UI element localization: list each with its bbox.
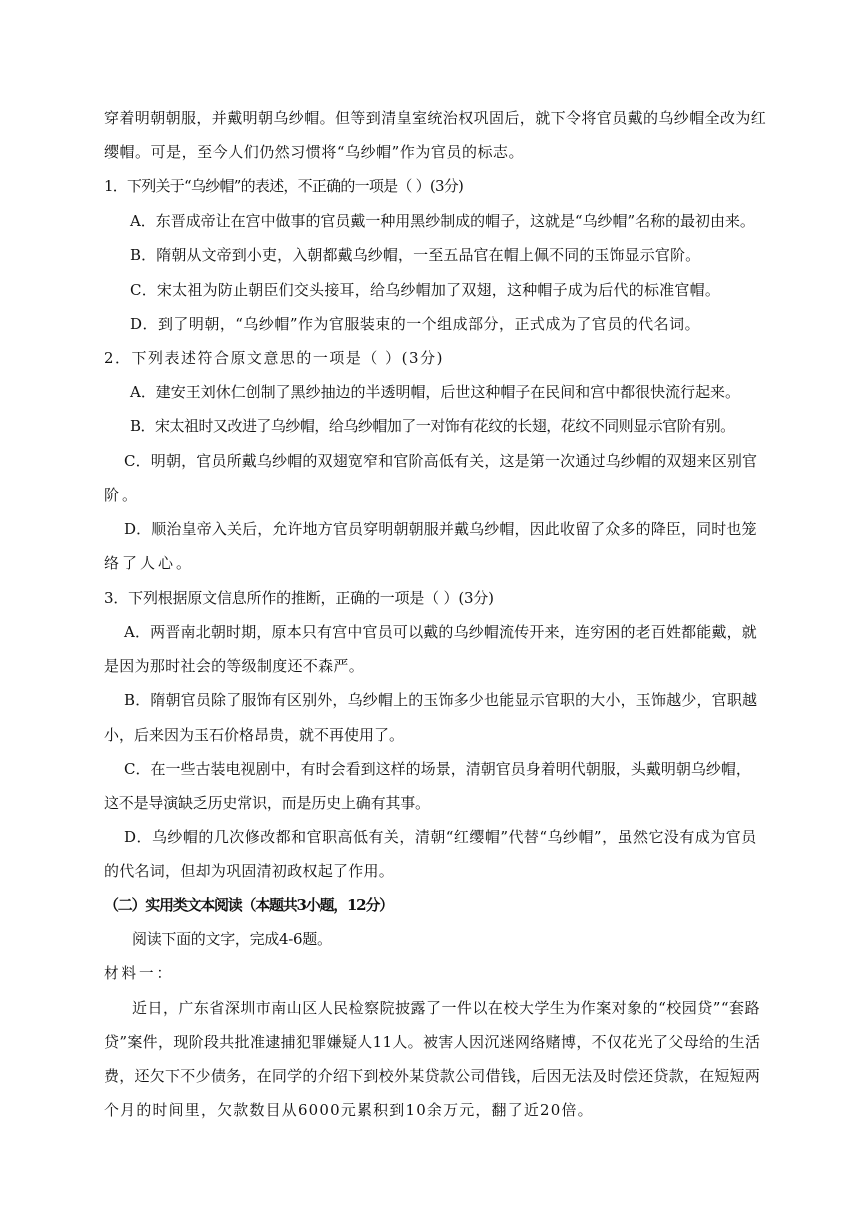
question-2: 2．下列表述符合原文意思的一项是（ ）(3分) [104,349,444,367]
q2-option-d-cont: 络了人心。 [104,554,195,572]
q1-option-d: D．到了明朝，“乌纱帽”作为官服装束的一个组成部分，正式成为了官员的代名词。 [130,315,701,333]
question-1: 1．下列关于“乌纱帽”的表述，不正确的一项是（ ）(3分) [104,177,464,195]
paragraph-line: 个月的时间里，欠款数目从6000元累积到10余万元，翻了近20倍。 [104,1101,594,1119]
q2-option-c: C．明朝，官员所戴乌纱帽的双翅宽窄和官阶高低有关，这是第一次通过乌纱帽的双翅来区别官 [124,452,758,470]
q2-option-a: A．建安王刘休仁创制了黑纱抽边的半透明帽，后世这种帽子在民间和宫中都很快流行起来。 [130,383,741,401]
q2-option-b: B．宋太祖时又改进了乌纱帽，给乌纱帽加了一对饰有花纹的长翅，花纹不同则显示官阶有别。 [130,417,735,435]
paragraph-line: 费，还欠下不少债务，在同学的介绍下到校外某贷款公司借钱，后因无法及时偿还贷款，在短短两 [104,1067,761,1085]
q3-option-a-cont: 是因为那时社会的等级制度还不森严。 [104,657,365,675]
q3-option-b-cont: 小，后来因为玉石价格昂贵，就不再使用了。 [104,726,405,744]
paragraph-line: 贷”案件，现阶段共批准逮捕犯罪嫌疑人11人。被害人因沉迷网络赌博，不仅花光了父母给的生活 [104,1033,761,1051]
section-heading: （二）实用类文本阅读（本题共3小题，12分） [104,896,393,914]
paragraph-line: 近日，广东省深圳市南山区人民检察院披露了一件以在校大学生为作案对象的“校园贷”“套路 [132,999,760,1017]
paragraph-line: 缨帽。可是，至今人们仍然习惯将“乌纱帽”作为官员的标志。 [104,143,525,161]
q3-option-d: D．乌纱帽的几次修改都和官职高低有关，清朝“红缨帽”代替“乌纱帽”，虽然它没有成为官员 [124,828,757,846]
paragraph-line: 穿着明朝朝服，并戴明朝乌纱帽。但等到清皇室统治权巩固后，就下令将官员戴的乌纱帽全改为红 [104,109,767,127]
question-3: 3．下列根据原文信息所作的推断，正确的一项是（ ）(3分) [104,589,494,607]
q1-option-b: B．隋朝从文帝到小吏，入朝都戴乌纱帽，一至五品官在帽上佩不同的玉饰显示官阶。 [130,246,701,264]
q2-option-d: D．顺治皇帝入关后，允许地方官员穿明朝朝服并戴乌纱帽，因此收留了众多的降臣，同时也笼 [124,520,757,538]
q3-option-a: A．两晋南北朝时期，原本只有宫中官员可以戴的乌纱帽流传开来，连穷困的老百姓都能戴，就 [124,623,757,641]
q3-option-d-cont: 的代名词，但却为巩固清初政权起了作用。 [104,862,395,880]
q3-option-b: B．隋朝官员除了服饰有区别外，乌纱帽上的玉饰多少也能显示官职的大小，玉饰越少，官职越 [124,691,758,709]
q3-option-c-cont: 这不是导演缺乏历史常识，而是历史上确有其事。 [104,794,430,812]
material-label: 材料一： [104,964,174,982]
q3-option-c: C．在一些古装电视剧中，有时会看到这样的场景，清朝官员身着明代朝服，头戴明朝乌纱帽， [124,760,751,778]
q1-option-a: A．东晋成帝让在宫中做事的官员戴一种用黑纱制成的帽子，这就是“乌纱帽”名称的最初由来。 [130,212,755,230]
q2-option-c-cont: 阶。 [104,486,141,504]
reading-instruction: 阅读下面的文字，完成4-6题。 [132,930,332,948]
q1-option-c: C．宋太祖为防止朝臣们交头接耳，给乌纱帽加了双翅，这种帽子成为后代的标准官帽。 [130,281,721,299]
